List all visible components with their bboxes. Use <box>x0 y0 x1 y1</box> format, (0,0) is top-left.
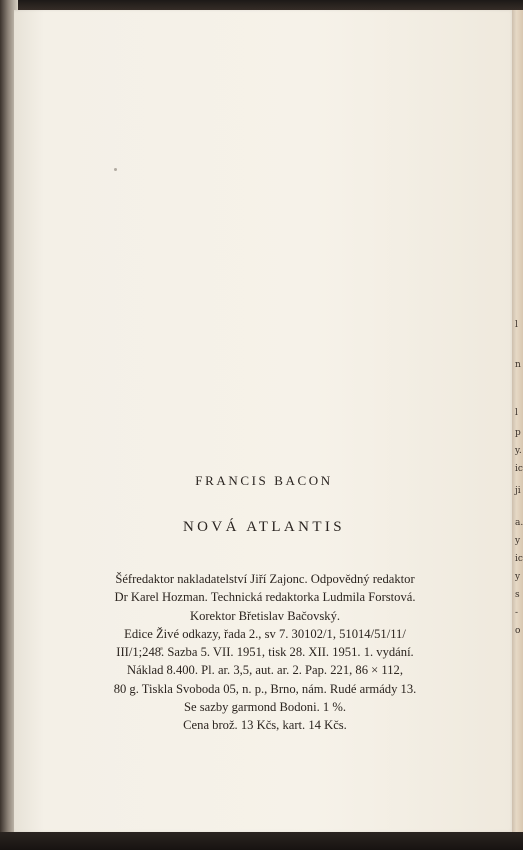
page-speck <box>114 168 117 171</box>
edge-fragment: - <box>515 608 519 618</box>
book-bottom-edge <box>0 832 523 850</box>
facing-page-edge <box>512 10 523 832</box>
edge-fragment: l <box>515 320 518 330</box>
colophon-line: Se sazby garmond Bodoni. 1 %. <box>184 700 346 715</box>
edge-fragment: o <box>515 626 521 636</box>
author-name: FRANCIS BACON <box>195 473 333 488</box>
colophon-line: Korektor Břetislav Bačovský. <box>189 608 341 623</box>
edge-fragment: ic <box>515 464 523 474</box>
colophon-line: Dr Karel Hozman. Technická redaktorka Ludmila Forstová. <box>114 590 416 605</box>
colophon-line: Šéfredaktor nakladatelství Jiří Zajonc. Odpovědný redaktor <box>115 572 415 586</box>
edge-fragment: s <box>515 590 520 600</box>
edge-fragment: y <box>515 536 521 546</box>
colophon-line: Náklad 8.400. Pl. ar. 3,5, aut. ar. 2. Pap. 221, 86 × 112, <box>127 663 403 678</box>
colophon-line: Cena brož. 13 Kčs, kart. 14 Kčs. <box>183 718 347 733</box>
book-title: NOVÁ ATLANTIS <box>182 519 346 535</box>
edge-fragment: p <box>515 428 521 438</box>
colophon-line: III/1;248. Sazba 5. VII. 1951, tisk 28. XII. 1951. 1. vydání. <box>116 645 414 660</box>
edge-fragment: y <box>515 572 521 582</box>
colophon <box>60 570 470 735</box>
edge-fragment: l <box>515 408 518 418</box>
edge-fragment: ji <box>515 486 521 496</box>
colophon-line: Edice Živé odkazy, řada 2., sv 7. 30102/1, 51014/51/11/ <box>124 626 406 641</box>
edge-fragment: y. <box>515 446 522 456</box>
edge-fragment: ic <box>515 554 523 564</box>
book-page <box>14 10 514 832</box>
edge-fragment: n <box>515 360 521 370</box>
edge-fragment: a. <box>515 518 523 528</box>
colophon-line: 80 g. Tiskla Svoboda 05, n. p., Brno, nám. Rudé armády 13. <box>113 681 417 696</box>
